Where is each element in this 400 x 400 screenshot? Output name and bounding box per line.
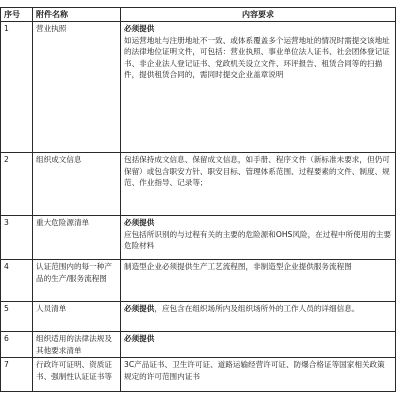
row-number: 3 <box>1 216 33 260</box>
row-number: 7 <box>1 358 33 392</box>
table-row <box>1 22 396 153</box>
row-number: 2 <box>1 153 33 216</box>
row-content <box>121 260 396 302</box>
row-attachment-name: 重大危险源清单 <box>33 216 121 260</box>
row-content <box>121 302 396 332</box>
row-content-text: 包括保持成文信息、保留成文信息，如手册、程序文件（新标准未要求，但仍可保留）或包含职安方针、职安目标、管理体系范围、过程要素的文件、制度、规范、作业指导、记录等； <box>124 155 390 188</box>
row-number: 1 <box>1 22 33 153</box>
requirements-table <box>0 7 396 392</box>
row-attachment-name: 人员清单 <box>33 302 121 332</box>
row-attachment-name: 认证范围内的每一种产品的生产/服务流程图 <box>33 260 121 302</box>
row-attachment-name: 行政许可证明、资质证书、强制性认证证书等 <box>33 358 121 392</box>
row-content-text: 制造型企业必须提供生产工艺流程图，非制造型企业提供服务流程图 <box>124 262 352 271</box>
table-header-row <box>1 8 396 22</box>
row-number: 5 <box>1 302 33 332</box>
table-row <box>1 332 396 358</box>
row-required-label: 必须提供 <box>124 218 155 227</box>
row-required-label: 必须提供 <box>124 304 155 313</box>
row-attachment-name: 营业执照 <box>33 22 121 153</box>
row-number: 4 <box>1 260 33 302</box>
row-content-text: ，应包含在组织场所内及组织场所外的工作人员的详细信息。 <box>154 304 360 313</box>
row-content <box>121 216 396 260</box>
row-content <box>121 22 396 153</box>
row-attachment-name: 组织适用的法律法规及其他要求清单 <box>33 332 121 358</box>
row-required-label: 必须提供 <box>124 24 155 33</box>
row-content <box>121 358 396 392</box>
row-required-label: 必须提供 <box>124 334 155 343</box>
table-row <box>1 358 396 392</box>
row-content-text: 应包括所识别的与过程有关的主要的危险源和OHS风险，在过程中所使用的主要危险材料 <box>124 229 392 251</box>
row-content-text: 如运营地址与注册地址不一致、或体系覆盖多个运营地址的情况时需提交该地址的法律地位证明文件，可包括：营业执照、事业单位法人证书、社会团体登记证书、非企业法人登记证书、党政机关设立文件、环评报告、租赁合同等的扫描件，提供租赁合同的，需同时提交企业盖章说明 <box>124 35 390 80</box>
table-row <box>1 302 396 332</box>
row-number: 6 <box>1 332 33 358</box>
row-attachment-name: 组织成文信息 <box>33 153 121 216</box>
header-attachment-name: 附件名称 <box>33 8 121 22</box>
header-serial-number: 序号 <box>1 8 33 22</box>
row-content <box>121 332 396 358</box>
row-content-text: 3C产品证书、卫生许可证、道路运输经营许可证、防爆合格证等国家相关政策规定的许可范围内证书 <box>124 360 385 381</box>
row-content <box>121 153 396 216</box>
table-row <box>1 153 396 216</box>
table-row <box>1 260 396 302</box>
table-row <box>1 216 396 260</box>
header-content-requirements: 内容要求 <box>121 8 396 22</box>
